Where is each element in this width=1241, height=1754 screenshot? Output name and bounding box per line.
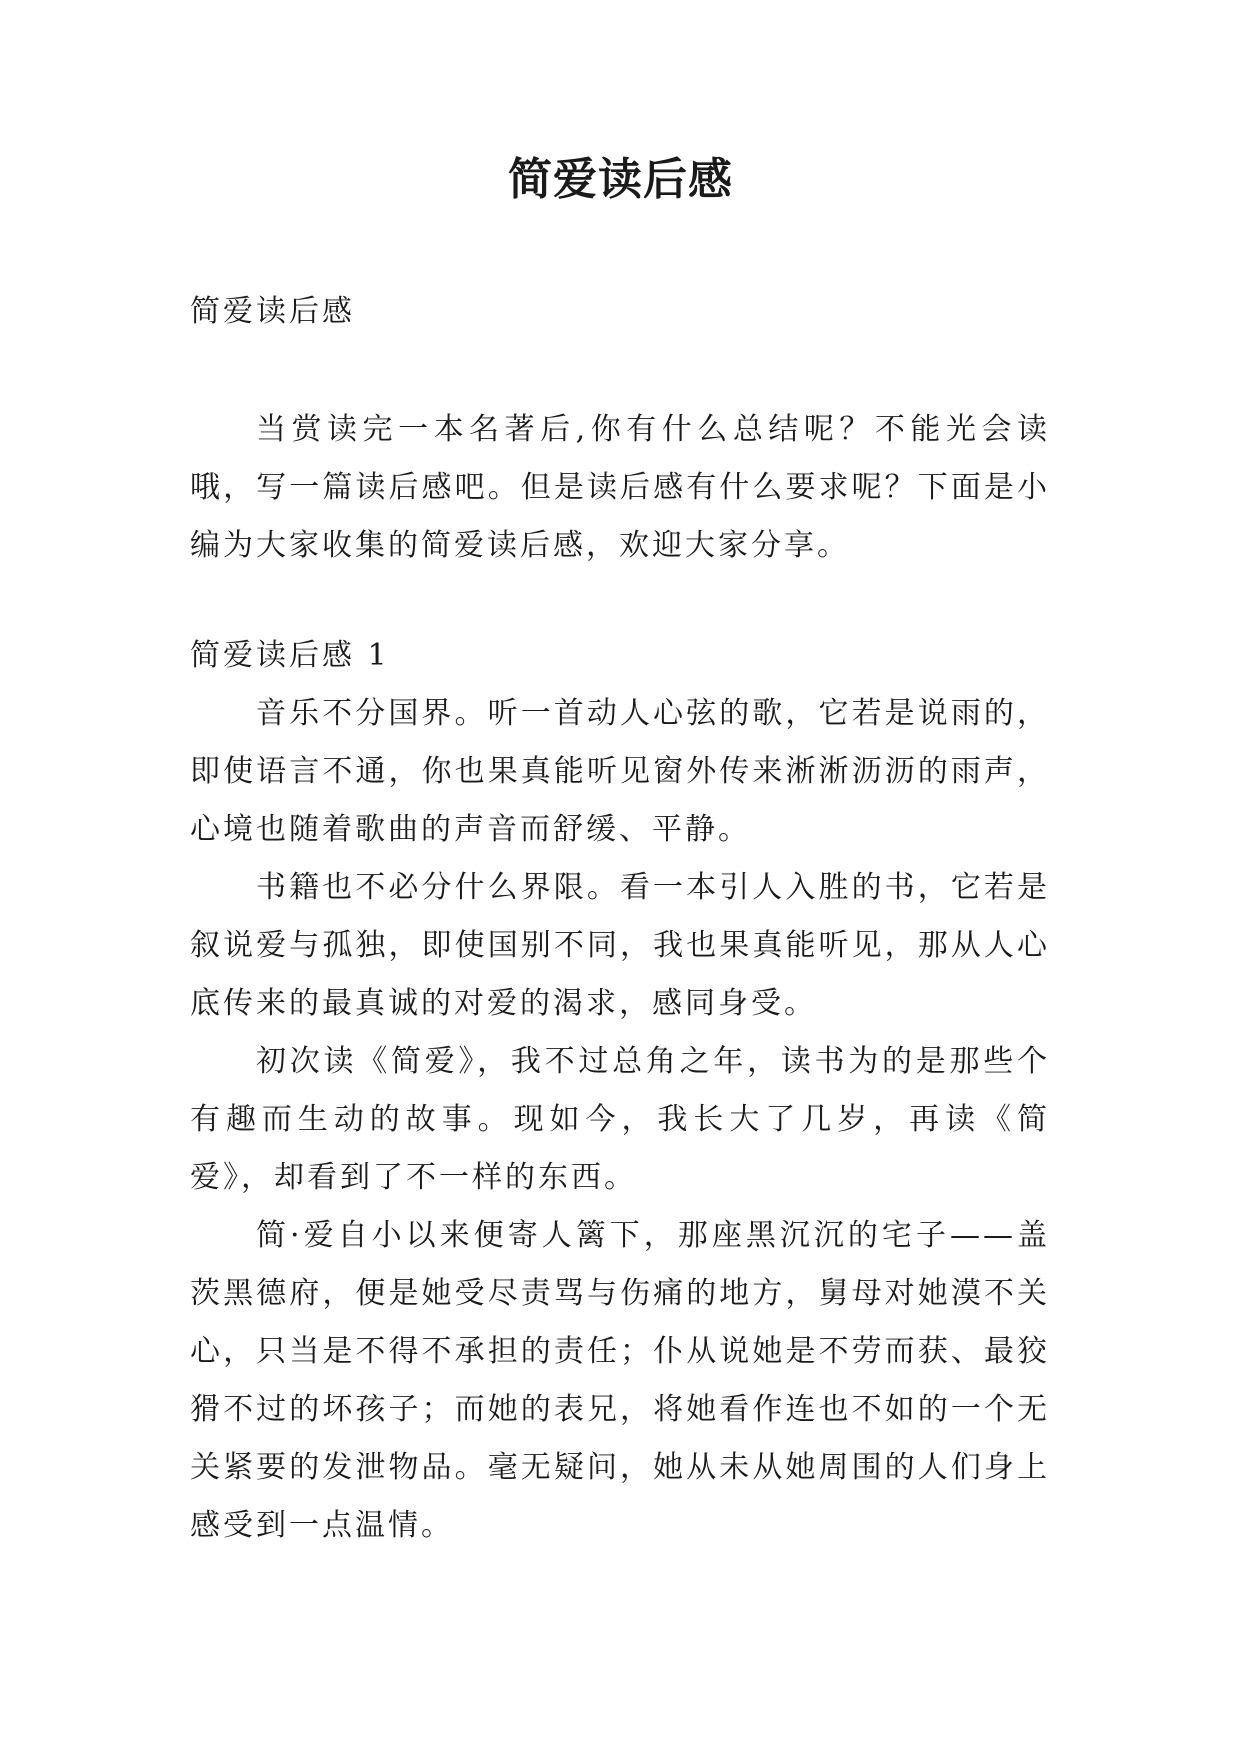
body-paragraph: 初次读《简爱》，我不过总角之年，读书为的是那些个有趣而生动的故事。现如今，我长大了几岁，再读《简爱》，却看到了不一样的东西。	[190, 1044, 1050, 1195]
section-heading: 简爱读后感 1	[190, 638, 390, 673]
body-paragraph: 书籍也不必分什么界限。看一本引人入胜的书，它若是叙说爱与孤独，即使国别不同，我也果真能听见，那从人心底传来的最真诚的对爱的渴求，感同身受。	[190, 870, 1050, 1021]
document-body	[190, 283, 1050, 1555]
document-title: 简爱读后感	[508, 154, 733, 205]
document-subtitle: 简爱读后感	[190, 294, 355, 329]
body-paragraph: 音乐不分国界。听一首动人心弦的歌，它若是说雨的，即使语言不通，你也果真能听见窗外传来淅淅沥沥的雨声，心境也随着歌曲的声音而舒缓、平静。	[190, 696, 1050, 847]
intro-paragraph: 当赏读完一本名著后,你有什么总结呢？不能光会读哦，写一篇读后感吧。但是读后感有什么要求呢？下面是小编为大家收集的简爱读后感，欢迎大家分享。	[190, 412, 1050, 563]
body-paragraph: 简·爱自小以来便寄人篱下，那座黑沉沉的宅子——盖茨黑德府，便是她受尽责骂与伤痛的地方，舅母对她漠不关心，只当是不得不承担的责任；仆从说她是不劳而获、最狡猾不过的坏孩子；而她的表兄，将她看作连也不如的一个无关紧要的发泄物品。毫无疑问，她从未从她周围的人们身上感受到一点温情。	[190, 1218, 1050, 1543]
